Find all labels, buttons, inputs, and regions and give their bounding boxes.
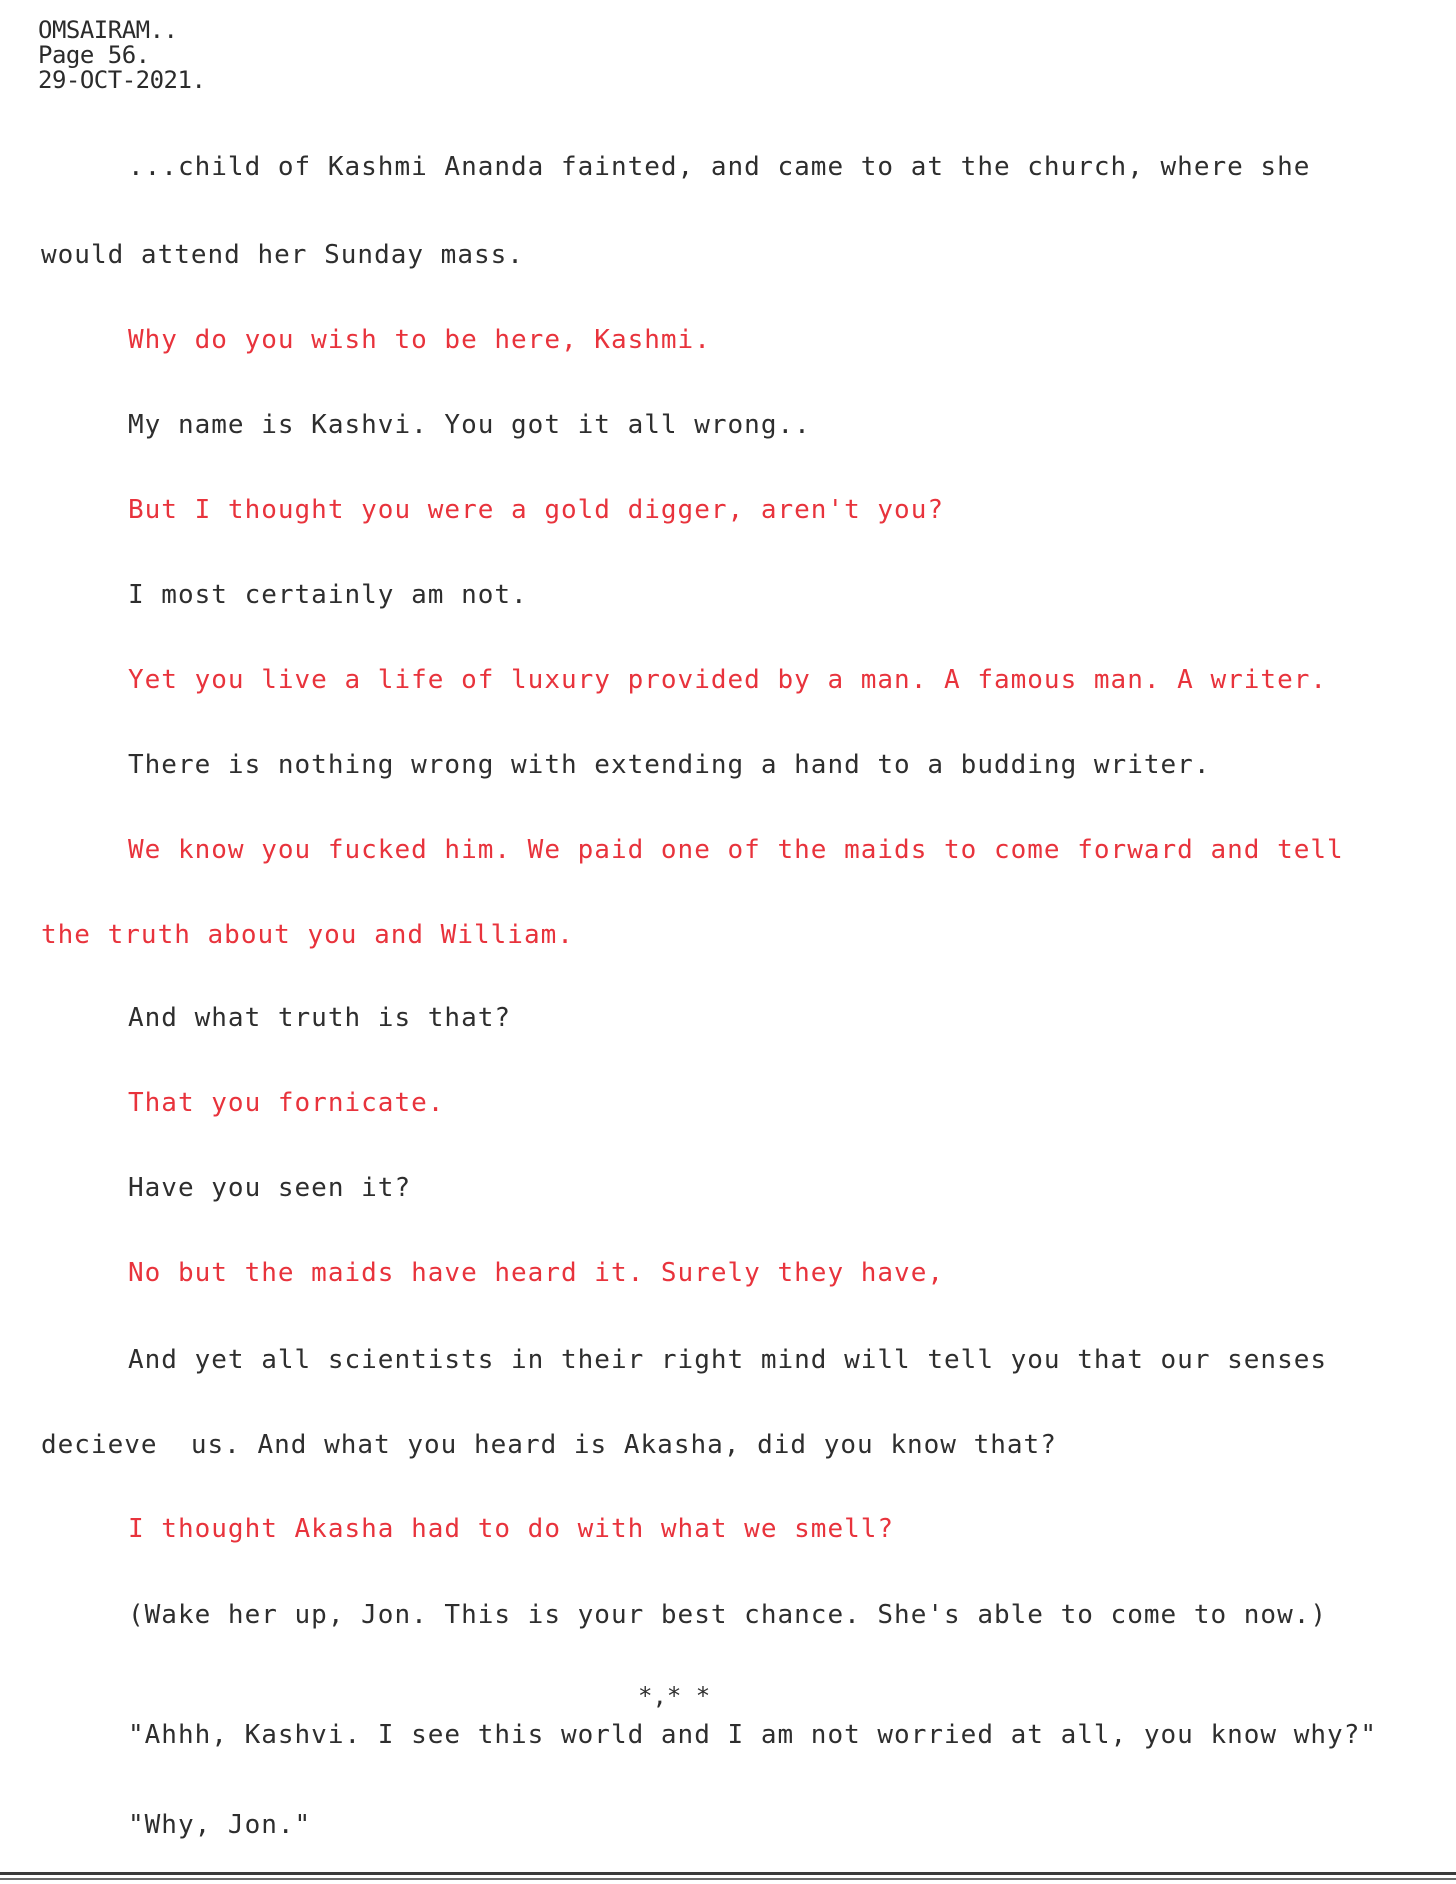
text-line: And what truth is that? [128,1003,512,1033]
text-line: That you fornicate. [128,1088,445,1118]
header-title: OMSAIRAM.. [38,16,178,44]
section-separator: *,* * [638,1682,711,1710]
text-line: (Wake her up, Jon. This is your best chance. She's able to come to now.) [128,1600,1328,1630]
text-line: There is nothing wrong with extending a hand to a budding writer. [128,750,1211,780]
header-date: 29-OCT-2021. [38,66,206,94]
text-line: the truth about you and William. [41,920,574,950]
scan-edge-line [0,1872,1456,1875]
text-line: And yet all scientists in their right mind will tell you that our senses [128,1345,1328,1375]
text-line: "Ahhh, Kashvi. I see this world and I am not worried at all, you know why?" [128,1720,1377,1750]
text-line: Why do you wish to be here, Kashmi. [128,325,711,355]
text-line: I thought Akasha had to do with what we smell? [128,1514,895,1544]
text-line: My name is Kashvi. You got it all wrong.. [128,410,811,440]
scan-edge-line [0,1878,1456,1880]
text-line: would attend her Sunday mass. [41,240,524,270]
text-line: decieve us. And what you heard is Akasha, did you know that? [41,1430,1057,1460]
text-line: No but the maids have heard it. Surely they have, [128,1258,945,1288]
text-line: Yet you live a life of luxury provided by a man. A famous man. A writer. [128,665,1328,695]
text-line: ...child of Kashmi Ananda fainted, and came to at the church, where she [128,152,1311,182]
text-line: But I thought you were a gold digger, aren't you? [128,495,945,525]
text-line: I most certainly am not. [128,580,528,610]
text-line: "Why, Jon." [128,1810,312,1840]
page-header [38,18,205,93]
header-page-number: Page 56. [38,41,150,69]
text-line: We know you fucked him. We paid one of the maids to come forward and tell [128,835,1344,865]
text-line: Have you seen it? [128,1173,412,1203]
